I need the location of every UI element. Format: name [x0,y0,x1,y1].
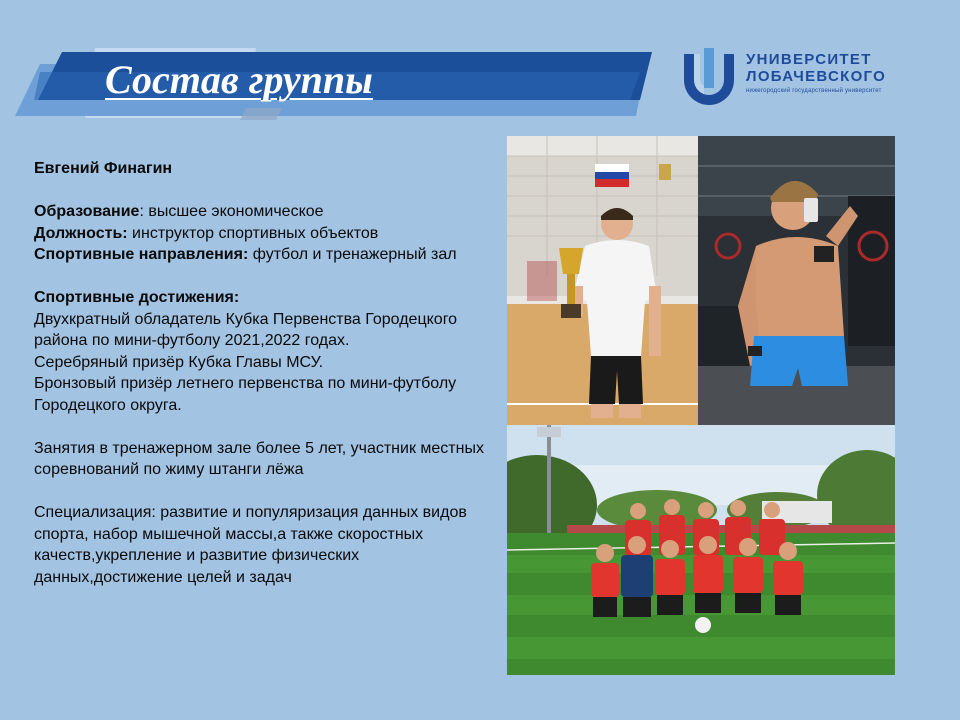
achievement-item: Серебряный призёр Кубка Главы МСУ. [34,353,324,371]
photo-trophy [507,136,698,425]
position-label: Должность: [34,224,128,242]
specialization-text: Специализация: развитие и популяризация данных видов спорта, набор мышечной массы,а также скоростных качеств,укрепление и развитие физических данных,достижение целей и задач [34,504,467,586]
university-logo [680,46,910,106]
gym-text: Занятия в тренажерном зале более 5 лет, участник местных соревнований по жиму штанги лёжа [34,439,484,478]
logo-line-3: нижегородский государственный университет [746,88,882,94]
directions-line [34,244,494,266]
logo-line-2: ЛОБАЧЕВСКОГО [746,68,887,85]
university-u-logo-icon [680,46,738,106]
directions-label: Спортивные направления: [34,246,249,263]
profile-text [34,158,494,588]
achievement-item: Двухкратный обладатель Кубка Первенства Городецкого района по мини-футболу 2021,2022 годах. [34,310,458,349]
person-name: Евгений Финагин [34,160,173,177]
directions-value: футбол и тренажерный зал [248,246,457,263]
photo-gym-selfie [698,136,895,425]
achievements-label: Спортивные достижения: [34,289,240,306]
position-line [34,223,494,245]
logo-line-1: УНИВЕРСИТЕТ [746,51,872,68]
education-value: : высшее экономическое [139,203,324,220]
education-line [34,201,494,223]
education-label: Образование [34,203,140,220]
photo-football-team [507,425,895,675]
slide-title: Состав группы [105,57,373,102]
position-value: инструктор спортивных объектов [127,224,379,242]
achievement-item: Бронзовый призёр летнего первенства по мини-футболу Городецкого округа. [34,375,457,414]
